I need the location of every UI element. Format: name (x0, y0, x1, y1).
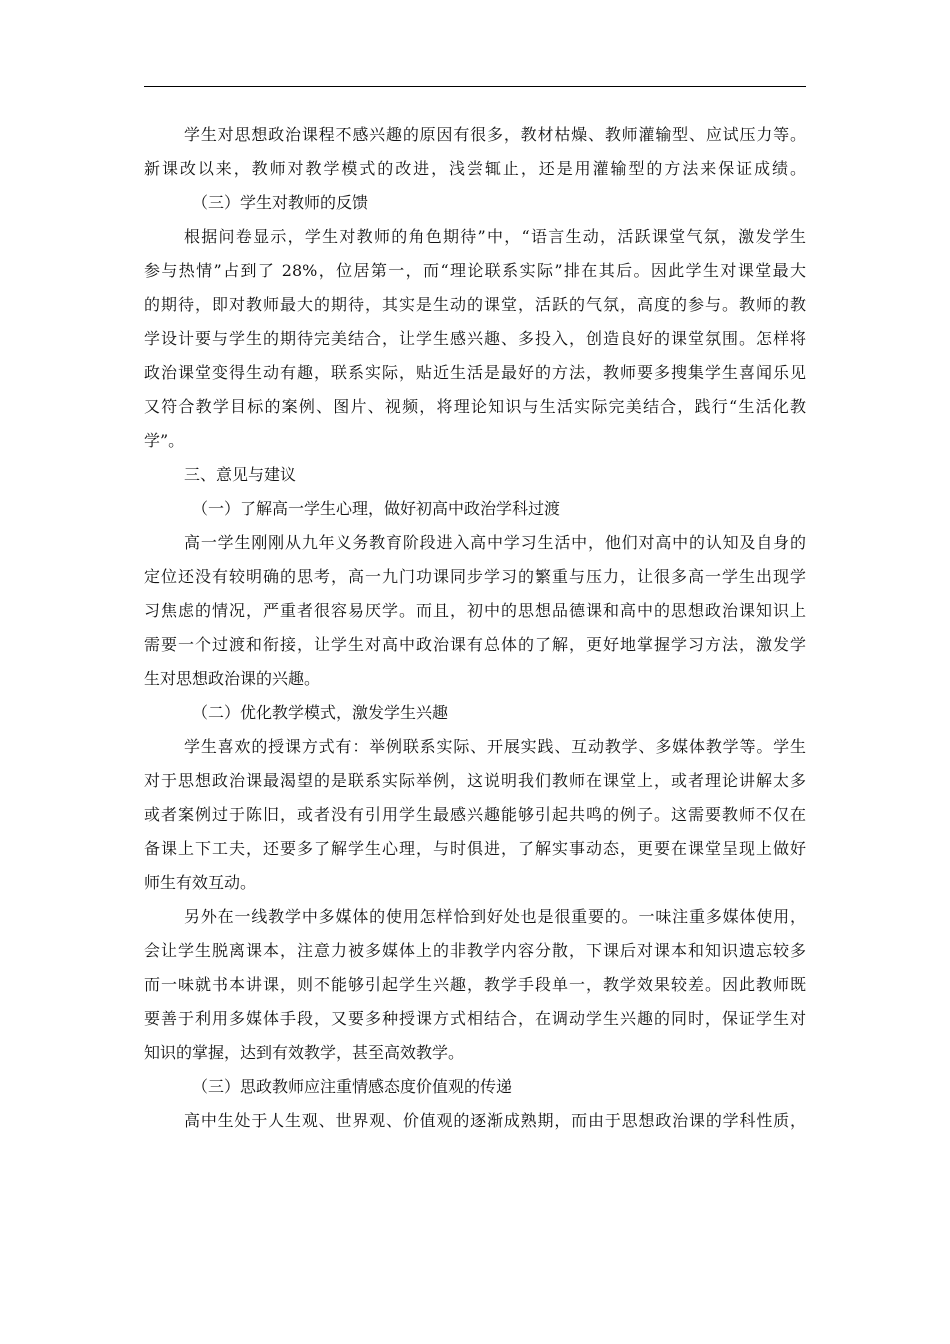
paragraph-line: 学生喜欢的授课方式有：举例联系实际、开展实践、互动教学、多媒体教学等。学生 (184, 737, 806, 756)
paragraph-line: 要善于利用多媒体手段，又要多种授课方式相结合，在调动学生兴趣的同时，保证学生对 (144, 1009, 806, 1028)
paragraph-line: 另外在一线教学中多媒体的使用怎样恰到好处也是很重要的。一味注重多媒体使用， (184, 907, 806, 926)
paragraph-line: 学生对思想政治课程不感兴趣的原因有很多，教材枯燥、教师灌输型、应试压力等。 (184, 125, 806, 144)
paragraph-line: 对于思想政治课最渴望的是联系实际举例，这说明我们教师在课堂上，或者理论讲解太多 (144, 771, 806, 790)
paragraph-line: 又符合教学目标的案例、图片、视频，将理论知识与生活实际完美结合，践行“生活化教 (144, 397, 806, 416)
section-heading: （三）思政教师应注重情感态度价值观的传递 (192, 1077, 513, 1096)
paragraph-line: 知识的掌握，达到有效教学，甚至高效教学。 (144, 1043, 465, 1062)
paragraph-line: 或者案例过于陈旧，或者没有引用学生最感兴趣能够引起共鸣的例子。这需要教师不仅在 (144, 805, 806, 824)
paragraph-line: 参与热情”占到了 28%，位居第一，而“理论联系实际”排在其后。因此学生对课堂最大 (144, 261, 806, 280)
paragraph-line: 定位还没有较明确的思考，高一九门功课同步学习的繁重与压力，让很多高一学生出现学 (144, 567, 806, 586)
section-heading: （二）优化教学模式，激发学生兴趣 (192, 703, 449, 722)
section-heading: （一）了解高一学生心理，做好初高中政治学科过渡 (192, 499, 561, 518)
paragraph-line: 高中生处于人生观、世界观、价值观的逐渐成熟期，而由于思想政治课的学科性质， (184, 1111, 806, 1130)
paragraph-line: 需要一个过渡和衔接，让学生对高中政治课有总体的了解，更好地掌握学习方法，激发学 (144, 635, 806, 654)
paragraph-line: 政治课堂变得生动有趣，联系实际，贴近生活是最好的方法，教师要多搜集学生喜闻乐见 (144, 363, 806, 382)
paragraph-line: 备课上下工夫，还要多了解学生心理，与时俱进，了解实事动态，更要在课堂呈现上做好 (144, 839, 806, 858)
document-body (144, 118, 806, 1138)
section-heading: 三、意见与建议 (184, 465, 297, 484)
paragraph-line: 的期待，即对教师最大的期待，其实是生动的课堂，活跃的气氛，高度的参与。教师的教 (144, 295, 806, 314)
paragraph-line: 学”。 (144, 431, 185, 450)
paragraph-line: 师生有效互动。 (144, 873, 257, 892)
paragraph-line: 习焦虑的情况，严重者很容易厌学。而且，初中的思想品德课和高中的思想政治课知识上 (144, 601, 806, 620)
paragraph-line: 而一味就书本讲课，则不能够引起学生兴趣，教学手段单一，教学效果较差。因此教师既 (144, 975, 806, 994)
section-heading: （三）学生对教师的反馈 (192, 193, 369, 212)
header-rule (144, 86, 806, 87)
paragraph-line: 高一学生刚刚从九年义务教育阶段进入高中学习生活中，他们对高中的认知及自身的 (184, 533, 806, 552)
paragraph-line: 根据问卷显示，学生对教师的角色期待”中，“语言生动，活跃课堂气氛，激发学生 (184, 227, 806, 246)
paragraph-line: 新课改以来，教师对教学模式的改进，浅尝辄止，还是用灌输型的方法来保证成绩。 (144, 159, 806, 178)
paragraph-line: 学设计要与学生的期待完美结合，让学生感兴趣、多投入，创造良好的课堂氛围。怎样将 (144, 329, 806, 348)
paragraph-line: 生对思想政治课的兴趣。 (144, 669, 321, 688)
paragraph-line: 会让学生脱离课本，注意力被多媒体上的非教学内容分散，下课后对课本和知识遗忘较多 (144, 941, 806, 960)
